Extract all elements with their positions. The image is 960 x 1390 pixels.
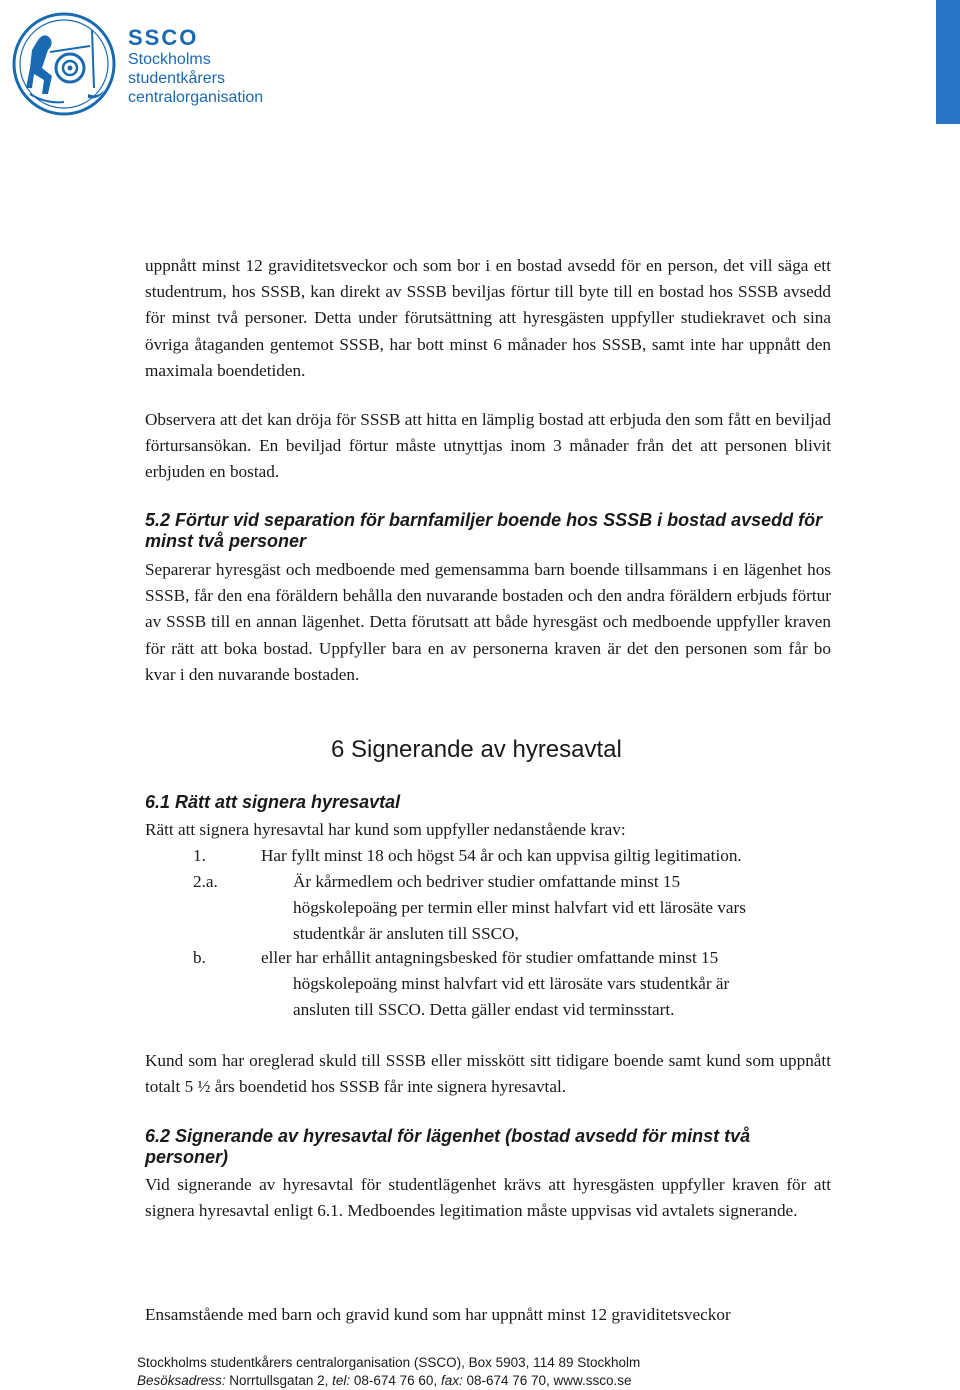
req-1-number: 1.	[193, 846, 206, 865]
footer-contact	[137, 1372, 632, 1390]
footer-tel-label: tel:	[332, 1373, 351, 1388]
logo-line-3: centralorganisation	[128, 89, 264, 106]
req-2b-number: b.	[193, 948, 206, 967]
req-2b-line-3: ansluten till SSCO. Detta gäller endast vid terminsstart.	[293, 1000, 675, 1019]
req-2b-line-2: högskolepoäng minst halvfart vid ett lärosäte vars studentkår är	[293, 974, 730, 993]
seal-archer-icon	[8, 10, 120, 118]
paragraph-separation: Separerar hyresgäst och medboende med gemensamma barn boende tillsammans i en lägenhet hos SSSB, får den ena föräldern behålla den nuvarande bostaden och den andra föräldern erbjuds förtur av SSSB till en annan lägenhet. Detta förutsatt att både hyresgäst och medboende uppfyller kraven för rätt att boka bostad. Uppfyller bara en av personerna kraven är det den personen som får bo kvar i den nuvarande bostaden.	[145, 560, 831, 684]
paragraph-signing-apartment: Vid signerande av hyresavtal för studentlägenhet krävs att hyresgästen uppfyller kraven för att signera hyresavtal enligt 6.1. Medboendes legitimation måste uppvisas vid avtalets signerande.	[145, 1175, 831, 1221]
footer-tel-value: 08-674 76 60,	[350, 1373, 441, 1388]
paragraph-observe: Observera att det kan dröja för SSSB att hitta en lämplig bostad att erbjuda den som fått en beviljad förtursansökan. En beviljad förtur måste utnyttjas inom 3 månader från det att personen blivit erbjuden en bostad.	[145, 410, 831, 482]
logo-line-1: Stockholms	[128, 51, 211, 68]
logo-wordmark	[128, 26, 263, 107]
paragraph-debt: Kund som har oreglerad skuld till SSSB eller misskött sitt tidigare boende samt kund som uppnått totalt 5 ½ års boendetid hos SSSB får inte signera hyresavtal.	[145, 1051, 831, 1097]
heading-6: 6 Signerande av hyresavtal	[331, 736, 622, 763]
heading-5-2: 5.2 Förtur vid separation för barnfamiljer boende hos SSSB i bostad avsedd för minst två personer	[145, 510, 823, 551]
req-2a-line-3: studentkår är ansluten till SSCO,	[293, 924, 519, 943]
heading-6-2: 6.2 Signerande av hyresavtal för lägenhet (bostad avsedd för minst två personer)	[145, 1126, 751, 1167]
footer-visit-label: Besöksadress:	[137, 1373, 226, 1388]
footer-visit-value: Norrtullsgatan 2,	[225, 1373, 333, 1388]
req-1-text: Har fyllt minst 18 och högst 54 år och kan uppvisa giltig legitimation.	[261, 846, 742, 865]
req-2b-line-1: eller har erhållit antagningsbesked för studier omfattande minst 15	[261, 948, 719, 967]
req-2a-number: 2.a.	[193, 872, 218, 891]
logo-line-2: studentkårers	[128, 70, 225, 87]
heading-6-1: 6.1 Rätt att signera hyresavtal	[145, 792, 401, 812]
intro-6-1: Rätt att signera hyresavtal har kund som uppfyller nedanstående krav:	[145, 820, 626, 839]
req-2a-line-1: Är kårmedlem och bedriver studier omfattande minst 15	[293, 872, 681, 891]
paragraph-single-parents: Ensamstående med barn och gravid kund som har uppnått minst 12 graviditetsveckor	[145, 1305, 731, 1324]
req-2a-line-2: högskolepoäng per termin eller minst halvfart vid ett lärosäte vars	[293, 898, 746, 917]
logo-abbr: SSCO	[128, 25, 199, 50]
accent-side-bar	[936, 0, 960, 124]
paragraph-priority-single: uppnått minst 12 graviditetsveckor och som bor i en bostad avsedd för en person, det vill säga ett studentrum, hos SSSB, kan direkt av SSSB beviljas förtur till byte till en bostad hos SSSB avsedd för minst två personer. Detta under förutsättning att hyresgästen uppfyller studiekravet och sina övriga åtaganden gentemot SSSB, har bott minst 6 månader hos SSSB, samt inte har uppnått den maximala boendetiden.	[145, 256, 831, 380]
footer-fax-value: 08-674 76 70, www.ssco.se	[462, 1373, 632, 1388]
footer-fax-label: fax:	[440, 1373, 463, 1388]
footer-address: Stockholms studentkårers centralorganisation (SSCO), Box 5903, 114 89 Stockholm	[137, 1355, 641, 1370]
